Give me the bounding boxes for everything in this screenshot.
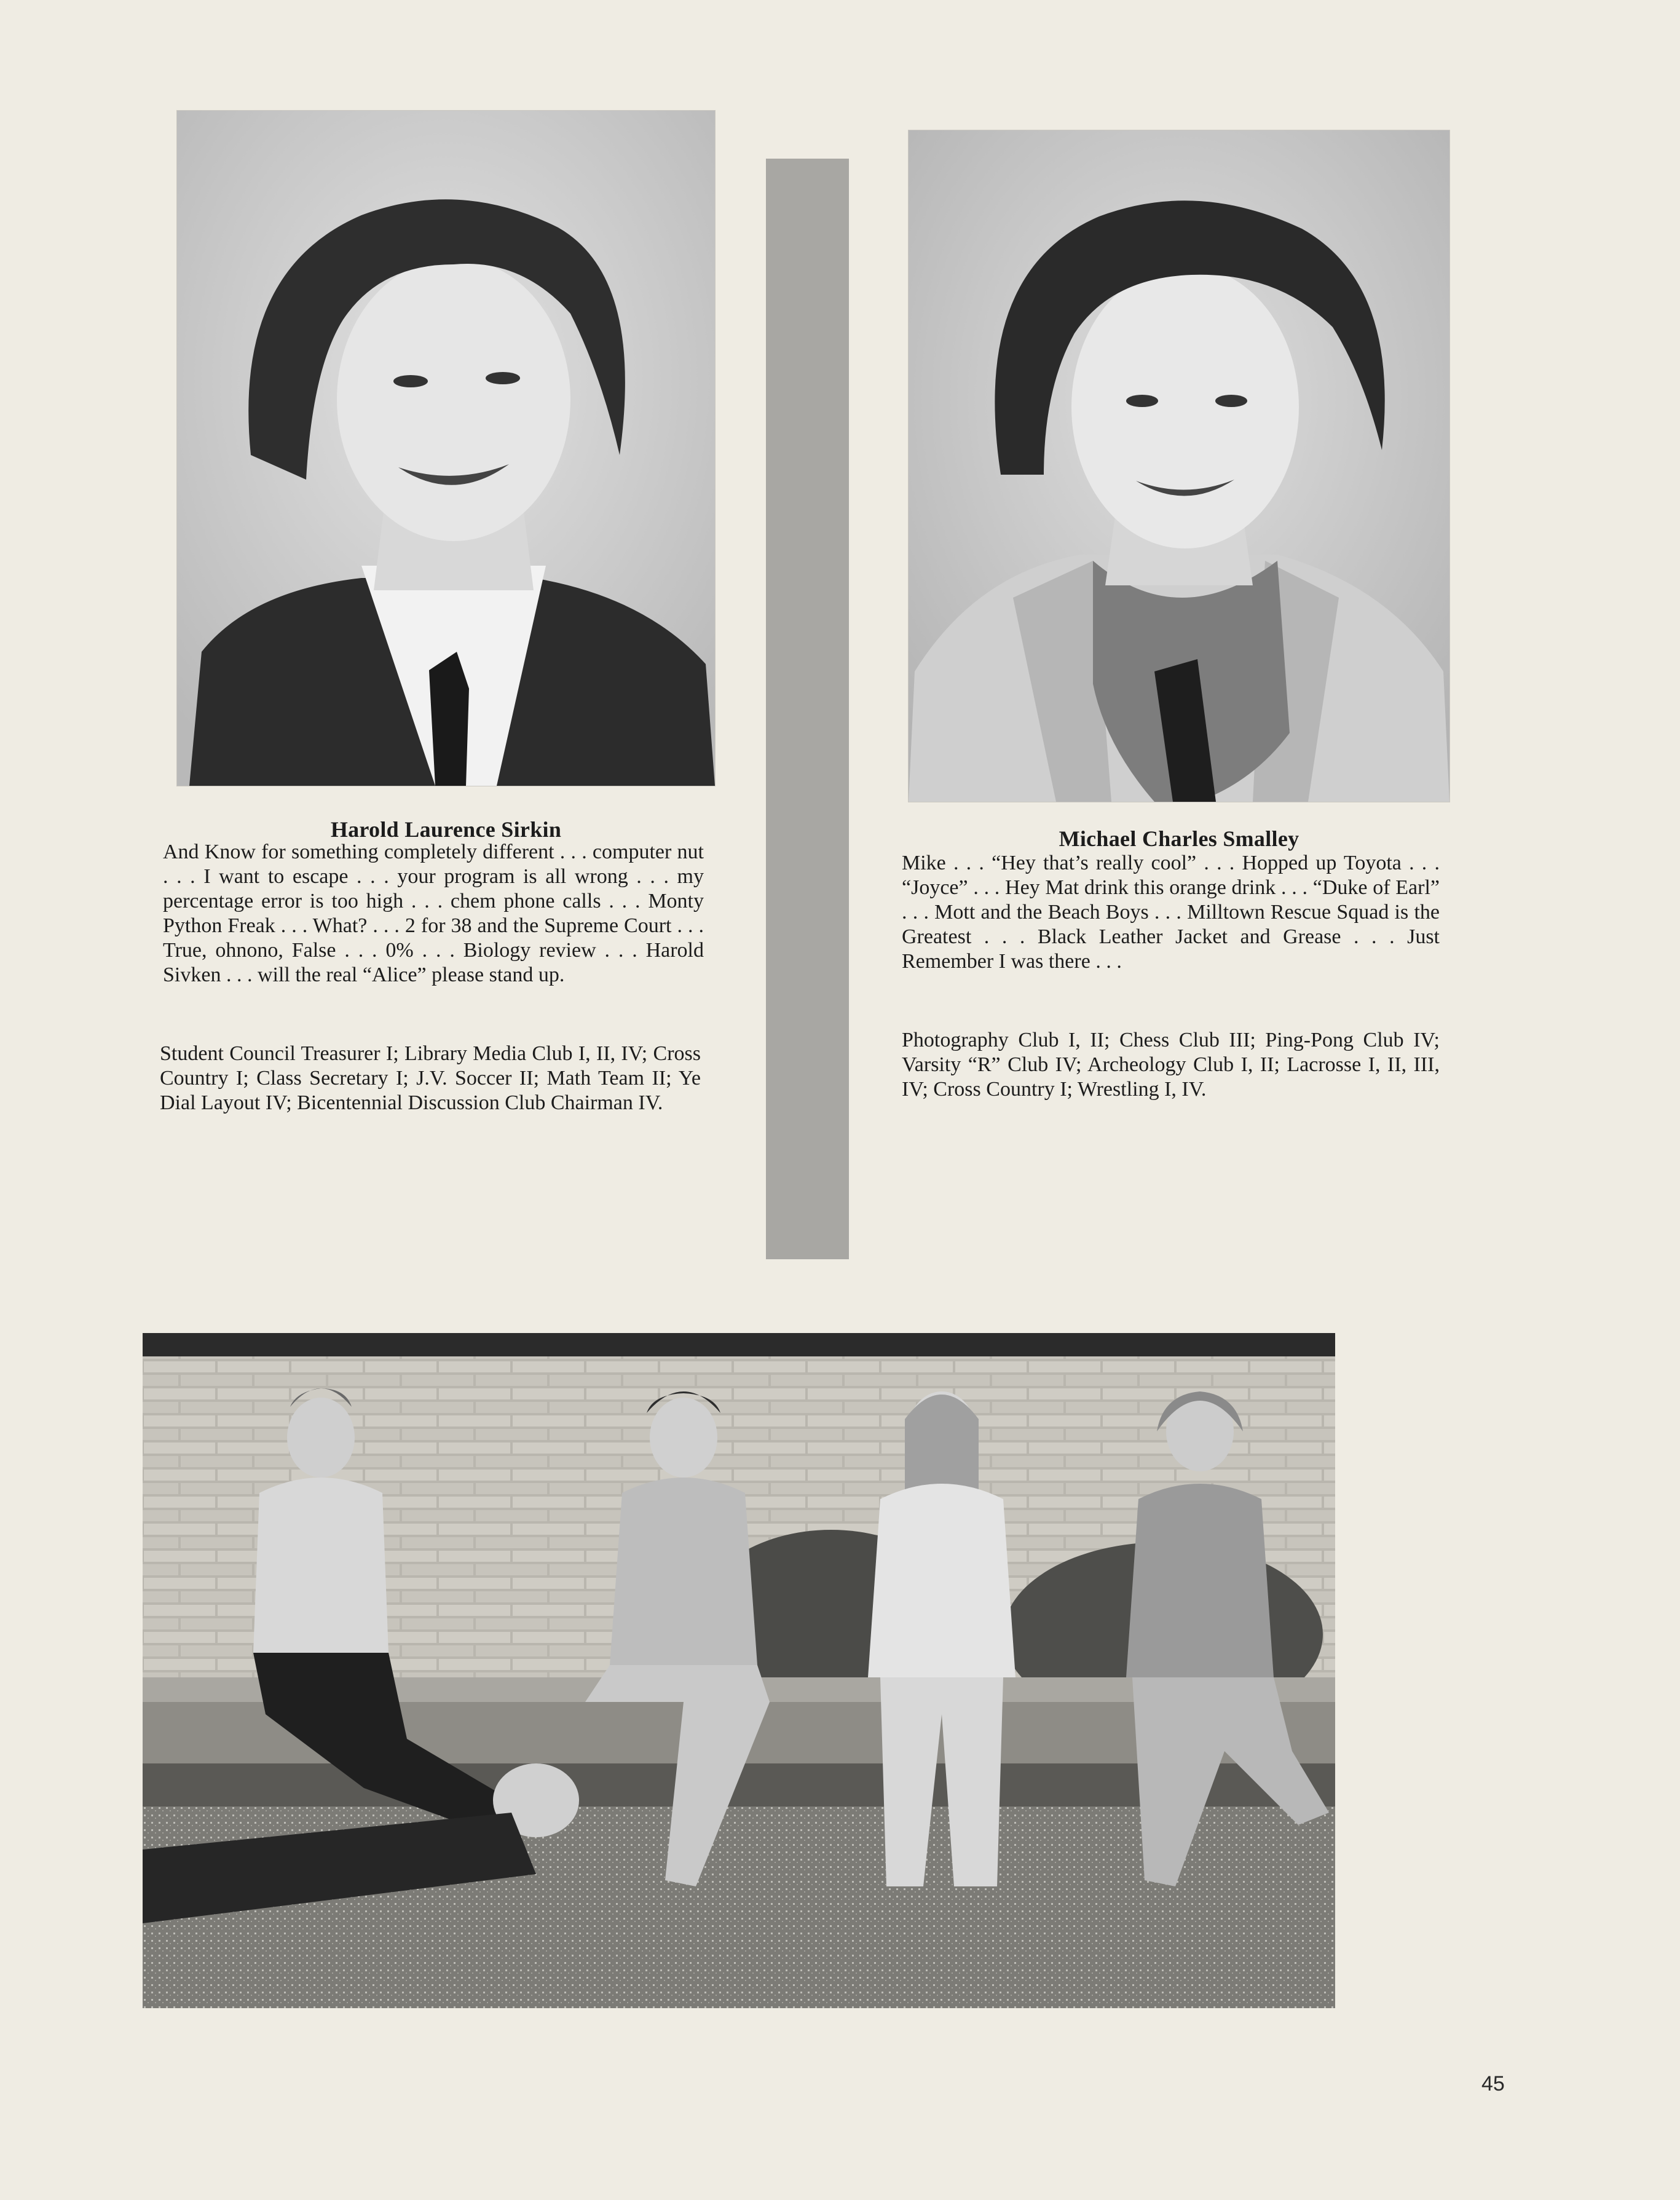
group-candid-photo [143,1333,1335,2008]
senior-activities-harold-sirkin: Student Council Treasurer I; Library Media Club I, II, IV; Cross Country I; Class Secretary I; J.V. Soccer II; Math Team II; Ye Dial Layout IV; Bicentennial Discussion Club Chairman IV. [160,1042,701,1114]
portrait-photo-harold-sirkin [177,111,715,786]
portrait-photo-michael-smalley [909,130,1449,802]
senior-bio-harold-sirkin: And Know for something completely different . . . computer nut . . . I want to escape . . . your program is all wrong . . . my percentage error is too high . . . chem phone calls . . . Monty Python Freak . . . What? . . . 2 for 38 and the Supreme Court . . . True, ohnono, False . . . 0% . . . Biology review . . . Harold Sivken . . . will the real “Alice” please stand up. [163,841,704,986]
senior-activities-michael-smalley: Photography Club I, II; Chess Club III; Ping-Pong Club IV; Varsity “R” Club IV; Archeology Club I, II; Lacrosse I, II, III, IV; Cross Country I; Wrestling I, IV. [902,1029,1440,1101]
center-divider-bar [766,159,849,1259]
page-number: 45 [1481,2072,1505,2095]
senior-name-harold-sirkin: Harold Laurence Sirkin [330,817,562,842]
senior-name-michael-smalley: Michael Charles Smalley [1059,826,1299,851]
senior-bio-michael-smalley: Mike . . . “Hey that’s really cool” . . . Hopped up Toyota . . . “Joyce” . . . Hey Mat drink this orange drink . . . “Duke of Earl” . . . Mott and the Beach Boys . . . Milltown Rescue Squad is the Greatest . . . Black Leather Jacket and Grease . . . Just Remember I was there . . . [902,852,1440,973]
